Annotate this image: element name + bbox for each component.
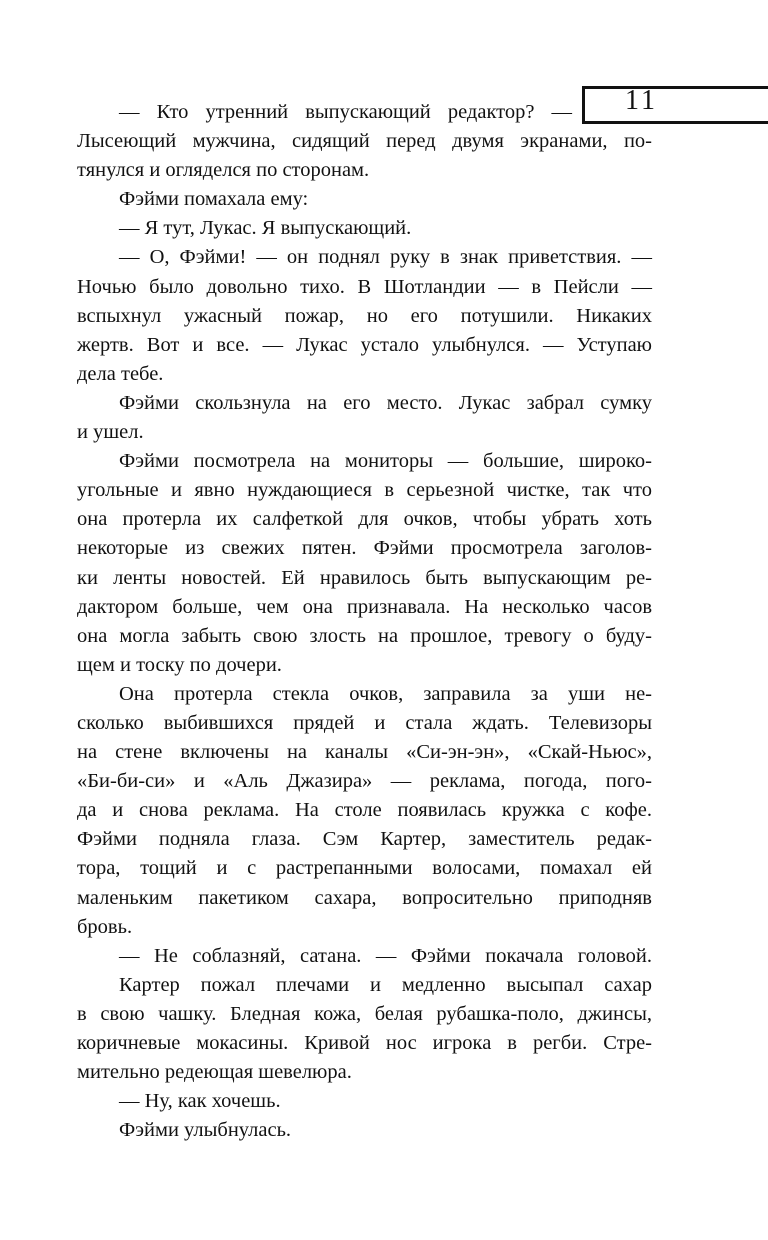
text-line: — Не соблазняй, сатана. — Фэйми покачала головой. bbox=[119, 944, 652, 967]
text-line: коричневые мокасины. Кривой нос игрока в регби. Стре- bbox=[77, 1032, 652, 1054]
text-line: сколько выбившихся прядей и стала ждать. Телевизоры bbox=[77, 711, 652, 734]
text-line: — Кто утренний выпускающий редактор? — bbox=[119, 101, 572, 123]
text-line: маленьким пакетиком сахара, вопросительно приподняв bbox=[77, 886, 652, 909]
page-number: 11 bbox=[625, 85, 658, 116]
text-line: она могла забыть свою злость на прошлое, тревогу о буду- bbox=[77, 624, 652, 647]
text-line: и ушел. bbox=[77, 421, 144, 444]
text-line: Ночью было довольно тихо. В Шотландии — в Пейсли — bbox=[77, 275, 652, 298]
text-line: дела тебе. bbox=[77, 362, 164, 385]
text-line: «Би-би-си» и «Аль Джазира» — реклама, погода, пого- bbox=[77, 770, 652, 793]
text-line: Фэйми посмотрела на мониторы — большие, широко- bbox=[119, 450, 652, 473]
text-line: Фэйми улыбнулась. bbox=[119, 1119, 292, 1142]
text-line: — О, Фэйми! — он поднял руку в знак приветствия. — bbox=[119, 246, 652, 269]
text-line: — Я тут, Лукас. Я выпускающий. bbox=[119, 217, 412, 240]
text-line: в свою чашку. Бледная кожа, белая рубашка-поло, джинсы, bbox=[77, 1002, 652, 1025]
text-line: угольные и явно нуждающиеся в серьезной чистке, так что bbox=[77, 479, 652, 502]
text-line: мительно редеющая шевелюра. bbox=[77, 1061, 352, 1084]
text-line: она протерла их салфеткой для очков, чтобы убрать хоть bbox=[77, 508, 652, 531]
text-line: жертв. Вот и все. — Лукас устало улыбнулся. — Уступаю bbox=[77, 333, 652, 356]
text-line: некоторые из свежих пятен. Фэйми просмотрела заголов- bbox=[77, 537, 652, 560]
text-line: дактором больше, чем она признавала. На несколько часов bbox=[77, 595, 652, 618]
text-line: Фэйми скользнула на его место. Лукас забрал сумку bbox=[119, 391, 652, 414]
text-line: вспыхнул ужасный пожар, но его потушили. Никаких bbox=[77, 304, 652, 327]
text-line: тора, тощий и с растрепанными волосами, помахал ей bbox=[77, 857, 652, 880]
text-line: тянулся и огляделся по сторонам. bbox=[77, 159, 370, 182]
text-line: Фэйми подняла глаза. Сэм Картер, заместитель редак- bbox=[77, 828, 652, 851]
text-line: Фэйми помахала ему: bbox=[119, 188, 309, 211]
text-line: Лысеющий мужчина, сидящий перед двумя экранами, по- bbox=[77, 130, 652, 153]
book-text bbox=[77, 98, 652, 1145]
text-line: Картер пожал плечами и медленно высыпал сахар bbox=[119, 973, 652, 996]
text-line: — Ну, как хочешь. bbox=[119, 1090, 281, 1113]
text-line: бровь. bbox=[77, 915, 133, 938]
text-line: щем и тоску по дочери. bbox=[77, 653, 282, 676]
text-line: на стене включены на каналы «Си-эн-эн», «Скай-Ньюс», bbox=[77, 741, 652, 764]
text-line: ки ленты новостей. Ей нравилось быть выпускающим ре- bbox=[77, 566, 652, 589]
text-line: Она протерла стекла очков, заправила за уши не- bbox=[119, 682, 652, 705]
text-line: да и снова реклама. На столе появилась кружка с кофе. bbox=[77, 799, 652, 822]
